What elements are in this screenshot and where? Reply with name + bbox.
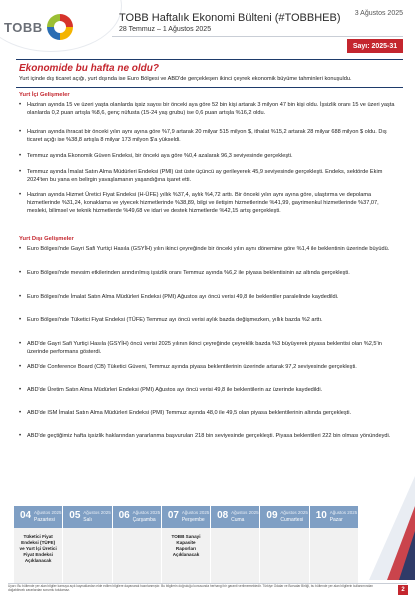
calendar-weekday: Pazar	[329, 517, 343, 523]
calendar-day-number: 05	[69, 510, 81, 521]
domestic-heading: Yurt İçi Gelişmeler	[19, 92, 70, 98]
calendar-day-cell	[162, 528, 211, 583]
foreign-item-text: Euro Bölgesi'nde İmalat Satın Alma Müdürleri Endeksi (PMI) Ağustos ayı öncü verisi 49,8 ile beklentiler paralelinde kaydedildi.	[27, 294, 339, 300]
calendar-day-cell	[63, 528, 112, 583]
calendar-day-header	[162, 506, 211, 528]
foreign-item-text: Euro Bölgesi'nde mevsim etkilerinden arındırılmış işsizlik oranı Temmuz ayında %6,2 ile piyasa beklentisinin az altında gerçekleşti.	[27, 270, 350, 276]
calendar-day-header	[260, 506, 309, 528]
page-number: 2	[398, 585, 408, 595]
publish-date: 3 Ağustos 2025	[354, 10, 403, 17]
header-divider	[112, 36, 403, 37]
calendar-event: Tüketici Fiyat Endeksi (TÜFE) ve Yurt İçi Üretici Fiyat Endeksi Açıklanacak	[19, 534, 57, 563]
foreign-item	[19, 269, 399, 277]
domestic-item-text: Temmuz ayında Ekonomik Güven Endeksi, bir önceki aya göre %0,4 azalarak 96,3 seviyesinde gerçekleşti.	[27, 153, 293, 159]
foreign-item	[19, 245, 399, 253]
issue-badge: Sayı: 2025-31	[347, 39, 403, 53]
calendar-weekday: Çarşamba	[132, 517, 156, 523]
foreign-item-text: ABD'de Üretim Satın Alma Müdürleri Endeksi (PMI) Ağustos ayı öncü verisi 49,8 ile beklentilerin az üzerinde kaydedildi.	[27, 387, 323, 393]
calendar-day-number: 10	[315, 510, 327, 521]
bullet-icon: •	[19, 294, 22, 300]
foreign-item	[19, 363, 399, 371]
calendar-day-cell	[260, 528, 309, 583]
foreign-item-text: ABD'de ISM İmalat Satın Alma Müdürleri Endeksi (PMI) Temmuz ayında 48,0 ile 49,5 olan piyasa beklentilerinin altında gerçekleşti.	[27, 410, 352, 416]
domestic-item-text: Haziran ayında ihracat bir önceki yılın aynı ayına göre %7,9 artarak 20 milyar 515 milyon $, ithalat %15,2 artarak 28 milyar 688 milyon $ oldu. Dış ticaret açığı ise %38,8 artışla 8 milyar 173 milyon $'a yükseldi.	[27, 129, 387, 143]
foreign-item	[19, 316, 399, 324]
bullet-icon: •	[19, 341, 22, 347]
domestic-item	[19, 101, 399, 117]
foreign-item-text: ABD'de geçtiğimiz hafta işsizlik haklarından yararlanma başvuruları 218 bin seviyesinde gerçekleşti. Piyasa beklentileri 222 bin olması yönündeydi.	[27, 433, 391, 439]
calendar-month: Ağustos 2025	[34, 510, 62, 515]
calendar-weekday: Cuma	[231, 517, 245, 523]
calendar-day-number: 07	[167, 510, 179, 521]
calendar-month: Ağustos 2025	[329, 510, 358, 515]
calendar-day-cell	[113, 528, 162, 583]
bullet-icon: •	[19, 410, 22, 416]
domestic-item	[19, 128, 399, 144]
domestic-item-text: Temmuz ayında İmalat Satın Alma Müdürleri Endeksi (PMI) üst üste üçüncü ay gerileyerek 45,9 seviyesinde gerçekleşti. Endeks, sektörde Ekim 2024'ten bu yana en belirgin yavaşlamanın yaşandığına işaret etti.	[27, 169, 383, 183]
bullet-icon: •	[19, 433, 22, 439]
calendar-weekday: Cumartesi	[280, 517, 304, 523]
foreign-item	[19, 409, 399, 417]
calendar-day-cell	[14, 528, 63, 583]
calendar-events-row	[14, 528, 358, 583]
calendar-weekday: Pazartesi	[34, 517, 55, 523]
domestic-item	[19, 152, 399, 160]
bulletin-title: TOBB Haftalık Ekonomi Bülteni (#TOBBHEB)	[119, 12, 341, 24]
bullet-icon: •	[19, 102, 22, 108]
foreign-heading: Yurt Dışı Gelişmeler	[19, 236, 74, 242]
calendar-day-header	[63, 506, 112, 528]
section-title: Ekonomide bu hafta ne oldu?	[19, 63, 159, 74]
foreign-item	[19, 386, 399, 394]
calendar-day-number: 04	[20, 510, 32, 521]
calendar-day-header	[211, 506, 260, 528]
calendar-day-cell	[310, 528, 358, 583]
foreign-item-text: ABD'de Conference Board (CB) Tüketici Güveni, Temmuz ayında piyasa beklentilerinin üzerinde artarak 97,2 seviyesinde gerçekleşti.	[27, 364, 357, 370]
calendar-day-header	[113, 506, 162, 528]
foreign-item	[19, 293, 399, 301]
bullet-icon: •	[19, 192, 22, 198]
calendar-day-number: 06	[118, 510, 130, 521]
bullet-icon: •	[19, 246, 22, 252]
calendar-weekday: Perşembe	[181, 517, 205, 523]
foreign-item-text: Euro Bölgesi'nde Gayri Safi Yurtiçi Hasıla (GSYİH) yılın ikinci çeyreğinde bir önceki yılın aynı dönemine göre %1,4 ile beklentinin üzerinde büyüdü.	[27, 246, 390, 252]
logo-text: TOBB	[4, 19, 43, 35]
domestic-item-text: Haziran ayında Hizmet Üretici Fiyat Endeksi (H-ÜFE) yıllık %37,4, aylık %4,72 arttı. Bir önceki yılın aynı ayına göre, ulaştırma ve depolama hizmetlerinde %31,24, konaklama ve yiyecek hizmetlerinde %38,89, bilgi ve iletişim hizmetlerinde %41,99, gayrimenkul hizmetlerinde %37,07, mesleki, bilimsel ve teknik hizmetlerde %49,68 ve idari ve destek hizmetlerde %42,15 artış gerçekleşti.	[27, 192, 379, 214]
footer-disclaimer: Uyarı: Bu bültende yer alan bilgiler kamuya açık kaynaklardan elde edilen bilgilere dayanarak hazırlanmıştır. Bu bilgilerin doğruluğu konusunda herhangi bir garanti verilmemektedir. Türkiye Odalar ve Borsalar Birliği, bu bültende yer alan bilgilerin kullanımından doğabilecek zararlardan sorumlu tutulamaz.	[8, 584, 373, 592]
calendar-day-header	[14, 506, 63, 528]
foreign-item	[19, 340, 399, 356]
logo-mark-icon	[47, 14, 73, 40]
bullet-icon: •	[19, 317, 22, 323]
calendar-header-row	[14, 506, 358, 528]
section-intro: Yurt içinde dış ticaret açığı, yurt dışında ise Euro Bölgesi ve ABD'de gerçekleşen ikinci çeyrek ekonomik büyüme tahminleri konuşuldu.	[19, 76, 352, 82]
bullet-icon: •	[19, 270, 22, 276]
bulletin-period: 28 Temmuz – 1 Ağustos 2025	[119, 26, 212, 33]
calendar-day-number: 08	[217, 510, 229, 521]
foreign-item-text: Euro Bölgesi'nde Tüketici Fiyat Endeksi (TÜFE) Temmuz ayı öncü verisi aylık bazda değişmezken, yıllık bazda %2 arttı.	[27, 317, 323, 323]
foreign-item-text: ABD'de Gayri Safi Yurtiçi Hasıla (GSYİH) öncü verisi 2025 yılının ikinci çeyreğinde çeyreklik bazda %3 büyüyerek piyasa beklentisi olan %2,5'in üzerinde performans gösterdi.	[27, 341, 382, 355]
bullet-icon: •	[19, 169, 22, 175]
bullet-icon: •	[19, 153, 22, 159]
calendar-month: Ağustos 2025	[231, 510, 259, 515]
calendar-day-header	[310, 506, 358, 528]
domestic-item	[19, 168, 399, 184]
calendar-month: Ağustos 2025	[132, 510, 161, 515]
domestic-item-text: Haziran ayında 15 ve üzeri yaşta olanlarda işsiz sayısı bir önceki aya göre 52 bin kişi artarak 3 milyon 47 bin kişi oldu. İşsizlik oranı 15 ve üzeri yaşta olanlarda 0,2 puan artışla %8,6, genç nüfusta (15-24 yaş grubu) ise 0,6 puan artışla %16,2 oldu.	[27, 102, 395, 116]
calendar-day-number: 09	[266, 510, 278, 521]
tobb-logo	[4, 14, 73, 40]
calendar-weekday: Salı	[83, 517, 92, 523]
calendar-event: TOBB Sanayi Kapasite Raporları Açıklanacak	[171, 534, 201, 557]
foreign-item	[19, 432, 399, 440]
calendar-month: Ağustos 2025	[280, 510, 308, 515]
weekly-calendar	[14, 506, 358, 583]
calendar-month: Ağustos 2025	[181, 510, 210, 515]
bullet-icon: •	[19, 129, 22, 135]
calendar-month: Ağustos 2025	[83, 510, 111, 515]
bullet-icon: •	[19, 387, 22, 393]
calendar-day-cell	[211, 528, 260, 583]
decorative-graphic	[359, 476, 415, 580]
domestic-item	[19, 191, 399, 215]
bullet-icon: •	[19, 364, 22, 370]
